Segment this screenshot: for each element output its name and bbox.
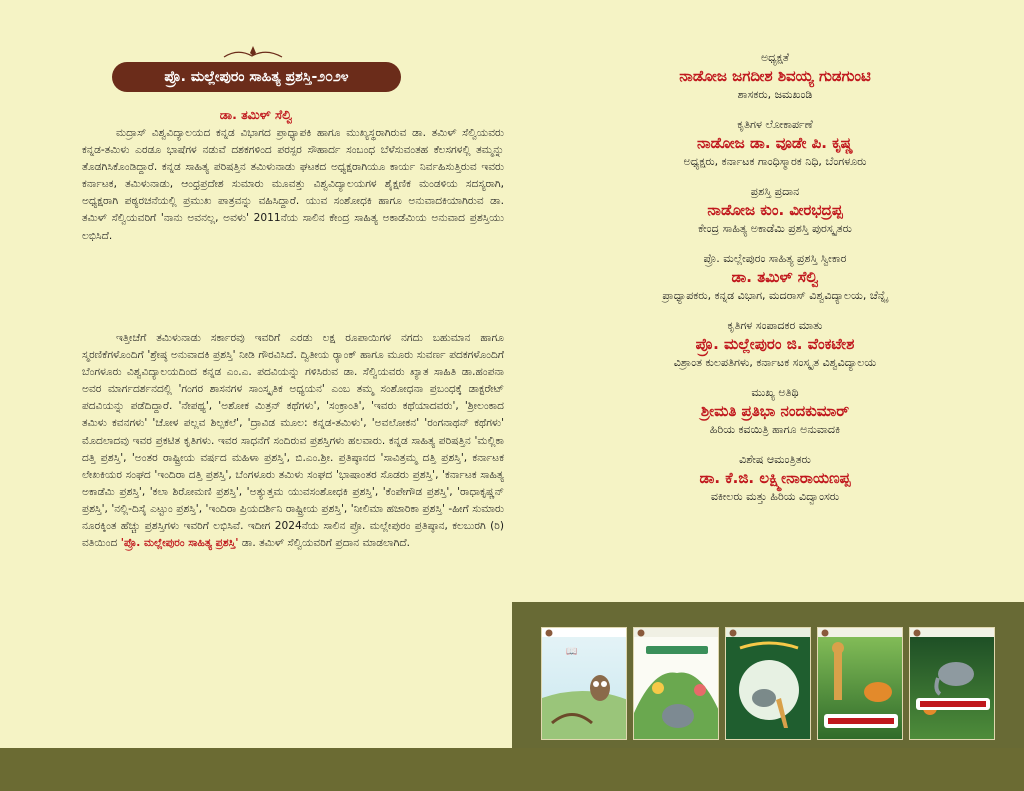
program-name: ಡಾ. ತಮಿಳ್ ಸೆಲ್ವಿ: [731, 268, 819, 286]
program-item: [560, 452, 990, 505]
jungle-animals-illustration-icon: [818, 628, 903, 740]
book-cover-3: [725, 627, 811, 740]
elephant-illustration-icon: [634, 628, 719, 740]
book-cover-4: [817, 627, 903, 740]
program-desc: ವಿಶ್ರಾಂತ ಕುಲಪತಿಗಳು, ಕರ್ನಾಟಕ ಸಂಸ್ಕೃತ ವಿಶ್ವವಿದ್ಯಾಲಯ: [673, 356, 877, 369]
program-desc: ಕೇಂದ್ರ ಸಾಹಿತ್ಯ ಅಕಾಡೆಮಿ ಪ್ರಶಸ್ತಿ ಪುರಸ್ಕೃತರು: [698, 222, 852, 235]
program-item: [560, 318, 990, 371]
program-name: ನಾಡೋಜ ಡಾ. ವೂಡೇ ಪಿ. ಕೃಷ್ಣ: [697, 134, 853, 152]
program-desc: ಶಾಸಕರು, ಜಮಖಂಡಿ: [737, 88, 813, 101]
book-cover-1: [541, 627, 627, 740]
award-highlight: 'ಪ್ರೊ. ಮಲ್ಲೇಪುರಂ ಸಾಹಿತ್ಯ ಪ್ರಶಸ್ತಿ': [120, 537, 239, 550]
program-role: ಪ್ರೊ. ಮಲ್ಲೇಪುರಂ ಸಾಹಿತ್ಯ ಪ್ರಶಸ್ತಿ ಸ್ವೀಕಾರ: [703, 252, 847, 265]
awardee-name: ಡಾ. ತಮಿಳ್ ಸೆಲ್ವಿ: [219, 107, 293, 122]
program-list: [560, 50, 990, 519]
jungle-elephant-illustration-icon: [910, 628, 995, 740]
p2-text: ಇತ್ತೀಚೆಗೆ ತಮಿಳುನಾಡು ಸರ್ಕಾರವು ಇವರಿಗೆ ಎರಡು ಲಕ್ಷ ರೂಪಾಯಿಗಳ ನಗದು ಬಹುಮಾನ ಹಾಗೂ ಸ್ಮರಣಿಕೆಗಳೊಂದಿಗೆ 'ಶ್ರೇಷ್ಠ ಅನುವಾದಕಿ ಪ್ರಶಸ್ತಿ' ನೀಡಿ ಗೌರವಿಸಿದೆ. ದ್ವಿತೀಯ ರ‍್ಯಾಂಕ್ ಹಾಗೂ ಮೂರು ಸುವರ್ಣ ಪದಕಗಳೊಂದಿಗೆ ಬೆಂಗಳೂರು ವಿಶ್ವವಿದ್ಯಾಲಯದಿಂದ ಕನ್ನಡ ಎಂ.ಎ. ಪದವಿಯನ್ನು ಗಳಿಸಿರುವ ಡಾ. ಸೆಲ್ವಿಯವರು ಖ್ಯಾತ ಸಾಹಿತಿ ಡಾ.ಹಂಪನಾ ಅವರ ಮಾರ್ಗದರ್ಶನದಲ್ಲಿ 'ಗಂಗರ ಶಾಸನಗಳ ಸಾಂಸ್ಕೃತಿಕ ಅಧ್ಯಯನ' ಎಂಬ ತಮ್ಮ ಸಂಶೋಧನಾ ಪ್ರಬಂಧಕ್ಕೆ ಡಾಕ್ಟರೇಟ್ ಪದವಿಯನ್ನು ಪಡೆದಿದ್ದಾರೆ. 'ನೇಪಥ್ಯ', 'ಅಶೋಕ ಮಿತ್ರನ್ ಕಥೆಗಳು', 'ಸಂಕ್ರಾಂತಿ', 'ಇವರು ಕಥೆಯಾದವರು', 'ಶ್ರೀಲಂಕಾದ ತಮಿಳು ಕವನಗಳು' 'ಚೋಳ ಪಲ್ಲವ ಶಿಲ್ಪಕಲೆ', 'ದ್ರಾವಿಡ ಮೂಲ: ಕನ್ನಡ-ತಮಿಳು', 'ಅವಲೋಕನ' 'ರಂಗನಾಥನ್ ಕಥೆಗಳು' ಮೊದಲಾದವು ಇವರ ಪ್ರಕಟಿತ ಕೃತಿಗಳು. ಇವರ ಸಾಧನೆಗೆ ಸಂದಿರುವ ಪ್ರಶಸ್ತಿಗಳು ಹಲವಾರು. ಕನ್ನಡ ಸಾಹಿತ್ಯ ಪರಿಷತ್ತಿನ 'ಮಲ್ಲಿಕಾ ದತ್ತಿ ಪ್ರಶಸ್ತಿ', 'ಅಂತರ ರಾಷ್ಟ್ರೀಯ ವರ್ಷದ ಮಹಿಳಾ ಪ್ರಶಸ್ತಿ', ಬಿ.ಎಂ.ಶ್ರೀ. ಪ್ರತಿಷ್ಠಾನದ 'ಸಾವಿತ್ರಮ್ಮ ದತ್ತಿ ಪ್ರಶಸ್ತಿ', ಕರ್ನಾಟಕ ಲೇಖಕಿಯರ ಸಂಘದ 'ಇಂದಿರಾ ದತ್ತಿ ಪ್ರಶಸ್ತಿ', ಬೆಂಗಳೂರು ತಮಿಳು ಸಂಘದ 'ಭಾಷಾಂತರ ಸೊಡರು ಪ್ರಶಸ್ತಿ', 'ಕರ್ನಾಟಕ ಸಾಹಿತ್ಯ ಅಕಾಡೆಮಿ ಪ್ರಶಸ್ತಿ', 'ಕಲಾ ಶಿರೋಮಣಿ ಪ್ರಶಸ್ತಿ', 'ಅತ್ಯುತ್ತಮ ಯುವಸಂಶೋಧಕಿ ಪ್ರಶಸ್ತಿ', 'ಕೆಂಪೇಗೌಡ ಪ್ರಶಸ್ತಿ', 'ರಾಧಾಕೃಷ್ಣನ್ ಪ್ರಶಸ್ತಿ', 'ನಲ್ಲಿ-ದಿಸೈ ಎಟ್ಟುಂ ಪ್ರಶಸ್ತಿ', 'ಇಂದಿರಾ ಪ್ರಿಯದರ್ಶಿನಿ ರಾಷ್ಟ್ರೀಯ ಪ್ರಶಸ್ತಿ', 'ನೀಲಿಮಾ ಹಜಾರಿಕಾ ಪ್ರಶಸ್ತಿ' -ಹೀಗೆ ಸುಮಾರು ನೂರಕ್ಕಿಂತ ಹೆಚ್ಚು ಪ್ರಶಸ್ತಿಗಳು ಇವರಿಗೆ ಲಭಿಸಿವೆ. ಇದೀಗ 2024ನೆಯ ಸಾಲಿನ ಪ್ರೊ. ಮಲ್ಲೇಪುರಂ ಪ್ರತಿಷ್ಠಾನ, ಕಲಬುರಗಿ (ರಿ) ವತಿಯಿಂದ: [82, 332, 504, 550]
bottom-band: [0, 748, 1024, 791]
owl-illustration-icon: [542, 628, 627, 740]
book-cover-5: [909, 627, 995, 740]
program-desc: ಅಧ್ಯಕ್ಷರು, ಕರ್ನಾಟಕ ಗಾಂಧಿಸ್ಮಾರಕ ನಿಧಿ, ಬೆಂಗಳೂರು: [683, 155, 867, 168]
program-desc: ವಕೀಲರು ಮತ್ತು ಹಿರಿಯ ವಿದ್ವಾಂಸರು: [710, 490, 840, 503]
program-role: ಮುಖ್ಯ ಅತಿಥಿ: [751, 386, 799, 399]
program-name: ಡಾ. ಕೆ.ಜಿ. ಲಕ್ಷ್ಮೀನಾರಾಯಣಪ್ಪ: [699, 469, 851, 487]
program-item: [560, 251, 990, 304]
ornament-icon: [222, 44, 284, 62]
program-item: [560, 117, 990, 170]
award-banner: ಪ್ರೊ. ಮಲ್ಲೇಪುರಂ ಸಾಹಿತ್ಯ ಪ್ರಶಸ್ತಿ-೨೦೨೪: [112, 62, 401, 92]
program-role: ಕೃತಿಗಳ ಸಂಪಾದಕರ ಮಾತು: [727, 319, 823, 332]
program-role: ಅಧ್ಯಕ್ಷತೆ: [760, 51, 790, 64]
program-item: [560, 385, 990, 438]
deer-illustration-icon: [726, 628, 811, 740]
program-role: ವಿಶೇಷ ಆಮಂತ್ರಿತರು: [739, 453, 811, 466]
program-name: ಶ್ರೀಮತಿ ಪ್ರತಿಭಾ ನಂದಕುಮಾರ್: [700, 402, 850, 420]
program-name: ಪ್ರೊ. ಮಲ್ಲೇಪುರಂ ಜಿ. ವೆಂಕಟೇಶ: [695, 335, 855, 353]
p2-ending: ಡಾ. ತಮಿಳ್ ಸೆಲ್ವಿಯವರಿಗೆ ಪ್ರದಾನ ಮಾಡಲಾಗಿದೆ.: [241, 537, 411, 550]
biography-paragraph-2: [82, 330, 504, 552]
biography-paragraph-1: ಮದ್ರಾಸ್ ವಿಶ್ವವಿದ್ಯಾಲಯದ ಕನ್ನಡ ವಿಭಾಗದ ಪ್ರಾಧ್ಯಾಪಕಿ ಹಾಗೂ ಮುಖ್ಯಸ್ಥರಾಗಿರುವ ಡಾ. ತಮಿಳ್ ಸೆಲ್ವಿಯವರು ಕನ್ನಡ-ತಮಿಳು ಎರಡೂ ಭಾಷೆಗಳ ನಡುವೆ ದಶಕಗಳಿಂದ ಪರಸ್ಪರ ಸೌಹಾರ್ದ ಸಂಬಂಧ ಬೆಳೆಸುವಂತಹ ಕೆಲಸಗಳಲ್ಲಿ ತಮ್ಮನ್ನು ತೊಡಗಿಸಿಕೊಂಡಿದ್ದಾರೆ. ಕನ್ನಡ ಸಾಹಿತ್ಯ ಪರಿಷತ್ತಿನ ತಮಿಳುನಾಡು ಘಟಕದ ಅಧ್ಯಕ್ಷರಾಗಿಯೂ ಕಾರ್ಯ ನಿರ್ವಹಿಸುತ್ತಿರುವ ಇವರು ಕರ್ನಾಟಕ, ತಮಿಳುನಾಡು, ಆಂಧ್ರಪ್ರದೇಶ ಸುಮಾರು ಮೂವತ್ತು ವಿಶ್ವವಿದ್ಯಾಲಯಗಳ ಶೈಕ್ಷಣಿಕ ಮಂಡಳಿಯ ಸದಸ್ಯರಾಗಿ, ಅಧ್ಯಕ್ಷರಾಗಿ ಪಠ್ಯರಚನೆಯಲ್ಲಿ ಪ್ರಮುಖ ಪಾತ್ರವನ್ನು ವಹಿಸಿದ್ದಾರೆ. ಯುವ ಸಂಶೋಧಕಿ ಹಾಗೂ ಅನುವಾದಕಿಯಾಗಿರುವ ಡಾ. ತಮಿಳ್ ಸೆಲ್ವಿಯವರಿಗೆ 'ನಾನು ಅವನಲ್ಲ, ಅವಳು' 2011ನೆಯ ಸಾಲಿನ ಕೇಂದ್ರ ಸಾಹಿತ್ಯ ಅಕಾಡೆಮಿಯ ಅನುವಾದ ಪ್ರಶಸ್ತಿಯು ಲಭಿಸಿದೆ.: [82, 127, 504, 242]
program-desc: ಪ್ರಾಧ್ಯಾಪಕರು, ಕನ್ನಡ ವಿಭಾಗ, ಮದರಾಸ್ ವಿಶ್ವವಿದ್ಯಾಲಯ, ಚೆನ್ನೈ: [662, 289, 888, 302]
program-role: ಕೃತಿಗಳ ಲೋಕಾರ್ಪಣೆ: [737, 118, 813, 131]
program-role: ಪ್ರಶಸ್ತಿ ಪ್ರದಾನ: [750, 185, 800, 198]
program-desc: ಹಿರಿಯ ಕವಯಿತ್ರಿ ಹಾಗೂ ಅನುವಾದಕಿ: [709, 423, 841, 436]
program-name: ನಾಡೋಜ ಕುಂ. ವೀರಭದ್ರಪ್ಪ: [707, 201, 843, 219]
book-cover-2: [633, 627, 719, 740]
program-name: ನಾಡೋಜ ಜಗದೀಶ ಶಿವಯ್ಯ ಗುಡಗುಂಟಿ: [679, 67, 871, 85]
book-covers: [541, 627, 995, 740]
program-item: [560, 50, 990, 103]
program-item: [560, 184, 990, 237]
svg-text:📖: 📖: [566, 647, 578, 657]
